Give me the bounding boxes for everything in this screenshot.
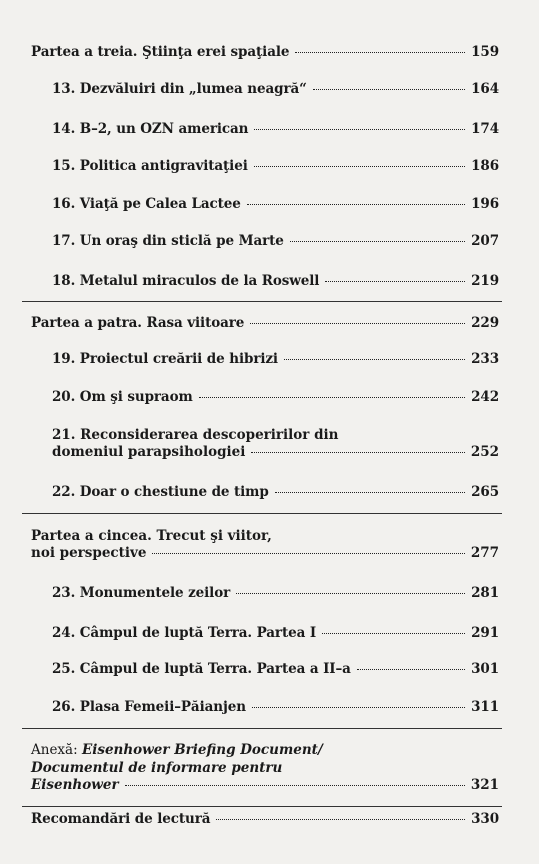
toc-entry-part-4[interactable] <box>31 315 499 331</box>
dot-leader <box>125 785 465 786</box>
toc-entry-chapter-14[interactable] <box>52 121 499 137</box>
dot-leader <box>250 323 465 324</box>
dot-leader <box>152 553 464 554</box>
toc-entry-chapter-21[interactable] <box>52 426 499 460</box>
toc-entry-title: Recomandări de lectură <box>31 811 211 827</box>
toc-page-number: 174 <box>471 121 499 137</box>
toc-entry-chapter-20[interactable] <box>52 389 499 405</box>
dot-leader <box>325 281 465 282</box>
toc-page-number: 277 <box>470 545 499 561</box>
toc-entry-title: 18. Metalul miraculos de la Roswell <box>52 273 320 289</box>
dot-leader <box>275 492 465 493</box>
annex-prefix: Anexă: <box>31 742 82 758</box>
toc-entry-chapter-19[interactable] <box>52 351 499 367</box>
toc-entry-title: 20. Om şi supraom <box>52 389 193 405</box>
toc-entry-title: 17. Un oraş din sticlă pe Marte <box>52 233 284 249</box>
toc-entry-annex[interactable] <box>31 741 499 793</box>
toc-entry-title: 23. Monumentele zeilor <box>52 585 231 601</box>
toc-page-number: 233 <box>471 351 499 367</box>
toc-entry-title: Partea a treia. Ştiinţa erei spaţiale <box>31 44 290 60</box>
toc-entry-chapter-13[interactable] <box>52 81 499 97</box>
toc-entry-reading[interactable] <box>31 811 499 827</box>
toc-page-number: 159 <box>471 44 499 60</box>
toc-page-number: 281 <box>471 585 499 601</box>
section-divider <box>22 301 502 302</box>
toc-entry-title: Partea a patra. Rasa viitoare <box>31 315 245 331</box>
toc-entry-title-line: noi perspective <box>31 545 147 561</box>
toc-entry-chapter-23[interactable] <box>52 585 499 601</box>
toc-entry-chapter-24[interactable] <box>52 625 499 641</box>
toc-entry-title-line: Documentul de informare pentru <box>31 760 283 776</box>
dot-leader <box>216 819 465 820</box>
dot-leader <box>252 707 465 708</box>
toc-entry-title-line: Partea a cincea. Trecut şi viitor, <box>31 528 272 544</box>
toc-entry-chapter-25[interactable] <box>52 661 499 677</box>
toc-entry-title: 26. Plasa Femeii–Păianjen <box>52 699 246 715</box>
toc-page-number: 242 <box>471 389 499 405</box>
dot-leader <box>254 166 465 167</box>
toc-entry-title: 16. Viaţă pe Calea Lactee <box>52 196 241 212</box>
toc-entry-title-line: Eisenhower <box>31 777 119 793</box>
toc-entry-chapter-17[interactable] <box>52 233 499 249</box>
toc-entry-part-3[interactable] <box>31 44 499 60</box>
toc-entry-title-line: 21. Reconsiderarea descoperirilor din <box>52 427 339 443</box>
dot-leader <box>295 52 465 53</box>
toc-entry-title: 15. Politica antigravitaţiei <box>52 158 248 174</box>
toc-entry-chapter-22[interactable] <box>52 484 499 500</box>
toc-page-number: 265 <box>471 484 499 500</box>
toc-page-number: 229 <box>471 315 499 331</box>
section-divider <box>22 806 502 807</box>
dot-leader <box>322 633 465 634</box>
section-divider <box>22 728 502 729</box>
dot-leader <box>251 452 464 453</box>
section-divider <box>22 513 502 514</box>
toc-page-number: 301 <box>471 661 499 677</box>
dot-leader <box>290 241 465 242</box>
toc-entry-chapter-18[interactable] <box>52 273 499 289</box>
toc-page-number: 252 <box>470 444 499 460</box>
dot-leader <box>199 397 465 398</box>
toc-entry-chapter-15[interactable] <box>52 158 499 174</box>
toc-entry-chapter-26[interactable] <box>52 699 499 715</box>
toc-entry-part-5[interactable] <box>31 527 499 561</box>
toc-page-number: 311 <box>471 699 499 715</box>
toc-entry-title: 19. Proiectul creării de hibrizi <box>52 351 278 367</box>
toc-page-number: 291 <box>471 625 499 641</box>
dot-leader <box>313 89 465 90</box>
toc-page-number: 321 <box>470 777 499 793</box>
toc-page-number: 196 <box>471 196 499 212</box>
toc-entry-title: 25. Câmpul de luptă Terra. Partea a II–a <box>52 661 351 677</box>
toc-entry-title: 13. Dezvăluiri din „lumea neagră“ <box>52 81 307 97</box>
toc-page-number: 207 <box>471 233 499 249</box>
dot-leader <box>247 204 465 205</box>
toc-page-number: 186 <box>471 158 499 174</box>
toc-entry-title: 22. Doar o chestiune de timp <box>52 484 269 500</box>
dot-leader <box>254 129 465 130</box>
dot-leader <box>236 593 465 594</box>
toc-page-number: 219 <box>471 273 499 289</box>
toc-entry-chapter-16[interactable] <box>52 196 499 212</box>
toc-page-number: 164 <box>471 81 499 97</box>
toc-entry-title-line: Eisenhower Briefing Document/ <box>81 742 323 758</box>
dot-leader <box>284 359 465 360</box>
toc-entry-title-line: domeniul parapsihologiei <box>52 444 246 460</box>
toc-page-number: 330 <box>471 811 499 827</box>
toc-entry-title: 14. B–2, un OZN american <box>52 121 249 137</box>
toc-entry-title: 24. Câmpul de luptă Terra. Partea I <box>52 625 317 641</box>
dot-leader <box>357 669 465 670</box>
